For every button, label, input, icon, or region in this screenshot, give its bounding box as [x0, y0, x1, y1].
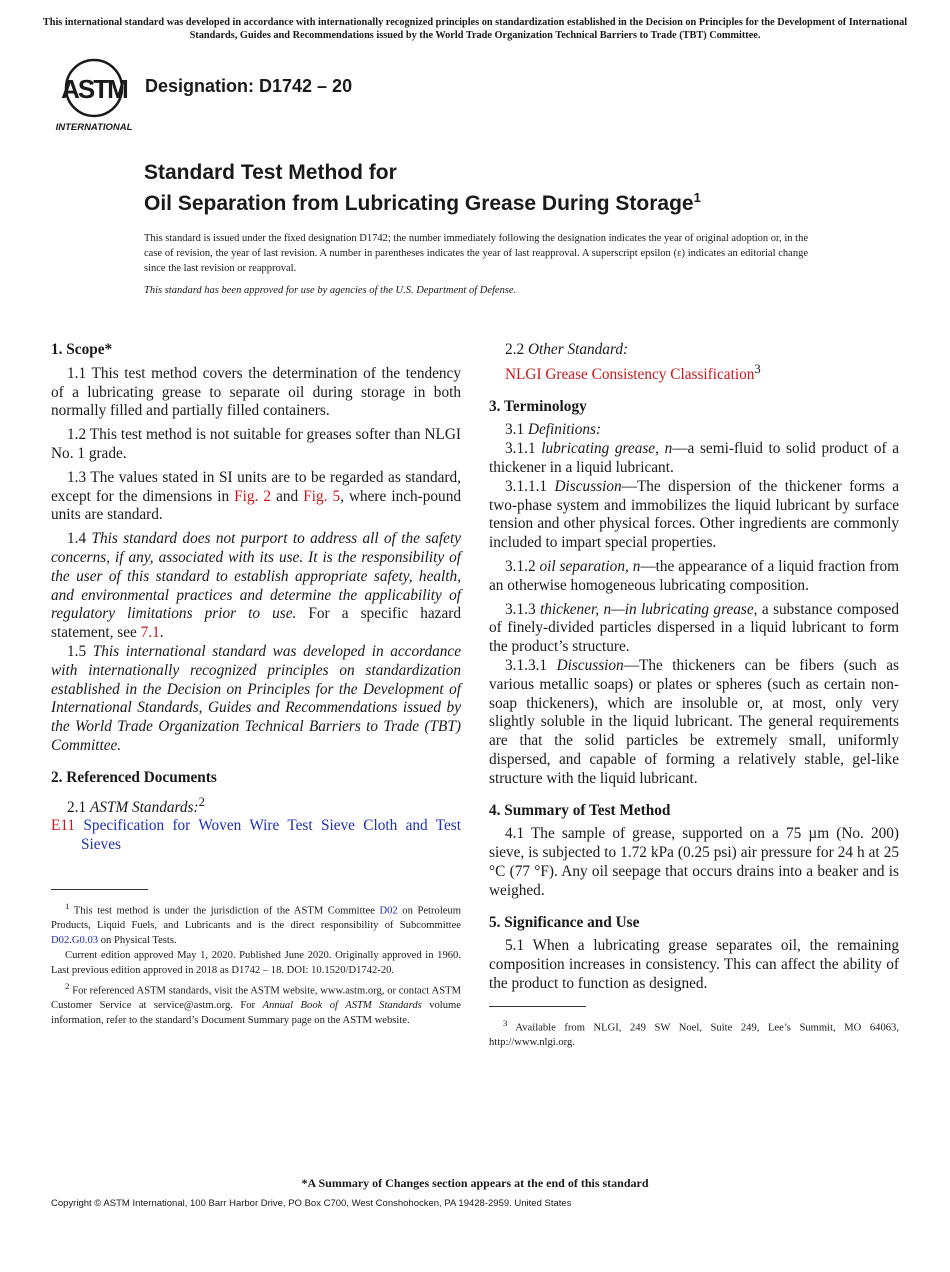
- footnote-1-edition: Current edition approved May 1, 2020. Published June 2020. Originally approved in 1960. Last previous edition approved in 2018 as D1742 – 18. DOI: 10.1520/D1742-20.: [51, 949, 461, 976]
- e11-title-link[interactable]: Specification for Woven Wire Test Sieve Cloth and Test Sieves: [75, 817, 461, 854]
- section-heading-terminology: 3. Terminology: [489, 397, 587, 415]
- ref-e11: [51, 817, 461, 855]
- para-1-1: 1.1 This test method covers the determination of the tendency of a lubricating grease to separate oil during storage in both normally filled and partially filled containers.: [51, 364, 461, 420]
- copyright: Copyright © ASTM International, 100 Barr Harbor Drive, PO Box C700, West Conshohocken, PA 19428-2959. United States: [51, 1198, 572, 1209]
- para-3-1-1: 3.1.1 lubricating grease, n—a semi-fluid to solid product of a thickener in a liquid lubricant.: [489, 440, 899, 477]
- ref-nlgi: NLGI Grease Consistency Classification$^3$: [505, 361, 761, 383]
- footnote-2: $^2$ For referenced ASTM standards, visit the ASTM website, www.astm.org, or contact ASTM Customer Service at service@astm.org. For Annual Book of ASTM Standards volume information, refer to the standard’s Document Summary page on the ASTM website.: [51, 980, 461, 1026]
- top-notice: This international standard was developed in accordance with internationally recognized principles on standardization established in the Decision on Principles for the Development of International Standards, Guides and Recommendations issued by the World Trade Organization Technical Barriers to Trade (TBT) Committee.: [42, 17, 908, 41]
- para-1-5: 1.5 This international standard was developed in accordance with internationally recognized principles on standardization established in the Decision on Principles for the Development of International Standards, Guides and Recommendations issued by the World Trade Organization Technical Barriers to Trade (TBT) Committee.: [51, 642, 461, 754]
- d02-g0-03-link[interactable]: D02.G0.03: [51, 935, 99, 947]
- title-line-1: Standard Test Method for: [144, 161, 397, 184]
- right-column: [489, 341, 899, 999]
- dod-note: This standard has been approved for use by agencies of the U.S. Department of Defense.: [144, 285, 517, 296]
- title-footnote-ref[interactable]: 1: [693, 190, 701, 205]
- para-1-4: 1.4 This standard does not purport to address all of the safety concerns, if any, associated with its use. It is the responsibility of the user of this standard to establish appropriate safety, health, and environmental practices and determine the applicability of regulatory limitations prior to use. For a specific hazard statement, see 7.1.: [51, 530, 462, 642]
- footnote-1: $^1$ This test method is under the jurisdiction of the ASTM Committee D02 on Petroleum Products, Liquid Fuels, and Lubricants and is the direct responsibility of Subcommittee D02.G0.03 on Physical Tests.: [51, 901, 461, 947]
- footnotes-right: [489, 1016, 899, 1051]
- fig-2-link[interactable]: Fig. 2: [234, 487, 272, 505]
- section-heading-significance: 5. Significance and Use: [489, 913, 640, 931]
- para-1-3: 1.3 The values stated in SI units are to be regarded as standard, except for the dimensions in Fig. 2 and Fig. 5, where inch-pound units are standard.: [51, 468, 462, 524]
- left-column: [51, 341, 461, 855]
- para-3-1-2: 3.1.2 oil separation, n—the appearance of a liquid fraction from an otherwise homogeneous lubricating composition.: [489, 558, 900, 594]
- footnote-3: $^3$ Available from NLGI, 249 SW Noel, Suite 249, Lee’s Summit, MO 64063, http://www.nlgi.org.: [489, 1018, 899, 1049]
- summary-of-changes-note: *A Summary of Changes section appears at the end of this standard: [301, 1176, 649, 1190]
- para-2-2: 2.2 Other Standard:: [505, 341, 629, 358]
- para-3-1: 3.1 Definitions:: [505, 421, 602, 439]
- para-1-2: 1.2 This test method is not suitable for greases softer than NLGI No. 1 grade.: [51, 426, 461, 462]
- page-title: [144, 160, 701, 216]
- footnote-divider-right: [489, 1006, 586, 1007]
- logo-text: INTERNATIONAL: [55, 122, 133, 133]
- astm-logo-icon: [53, 57, 135, 133]
- para-2-1: 2.1 ASTM Standards:$^2$: [67, 794, 205, 816]
- footnotes-left: [51, 899, 461, 1028]
- section-7-1-link[interactable]: 7.1: [140, 624, 160, 642]
- d02-link[interactable]: D02: [379, 905, 398, 917]
- para-3-1-1-1: 3.1.1.1 Discussion—The dispersion of the thickener forms a two-phase system and immobilizes the liquid lubricant by surface tension and other physical forces. Other ingredients are commonly included to impart special properties.: [489, 477, 899, 552]
- svg-text:ASTM: ASTM: [61, 74, 127, 104]
- section-heading-refdocs: 2. Referenced Documents: [51, 768, 217, 786]
- designation: Designation: D1742 – 20: [145, 76, 353, 96]
- para-4-1: 4.1 The sample of grease, supported on a 75 µm (No. 200) sieve, is subjected to 1.72 kPa (0.25 psi) air pressure for 24 h at 25 °C (77 °F). Any oil seepage that occurs drains into a beaker and is weighed.: [489, 825, 899, 899]
- para-5-1: 5.1 When a lubricating grease separates oil, the remaining composition increases in consistency. This can affect the ability of the product to function as designed.: [489, 937, 899, 992]
- nlgi-link[interactable]: NLGI Grease Consistency Classification: [505, 365, 755, 383]
- e11-link[interactable]: E11: [51, 817, 76, 835]
- issue-note: This standard is issued under the fixed designation D1742; the number immediately following the designation indicates the year of original adoption or, in the case of revision, the year of last revision. A number in parentheses indicates the year of last reapproval. A superscript epsilon (ε) indicates an editorial change since the last revision or reapproval.: [144, 233, 808, 274]
- title-line-2: Oil Separation from Lubricating Grease During Storage: [144, 192, 694, 215]
- section-heading-scope: 1. Scope*: [51, 341, 113, 358]
- fig-5-link[interactable]: Fig. 5: [303, 487, 341, 505]
- para-3-1-3-1: 3.1.3.1 Discussion—The thickeners can be fibers (such as various metallic soaps) or plates or spheres (such as certain non-soap thickeners), which are insoluble or, at most, only very slightly soluble in the liquid lubricant. The general requirements are that the solid particles be extremely small, uniformly dispersed, and capable of forming a relatively stable, gel-like structure with the liquid lubricant.: [489, 657, 899, 787]
- para-3-1-3: 3.1.3 thickener, n—in lubricating grease, a substance composed of finely-divided particles dispersed in a liquid lubricant to form the product’s structure.: [489, 600, 899, 656]
- section-heading-summary: 4. Summary of Test Method: [489, 801, 671, 819]
- footnote-divider-left: [51, 889, 148, 890]
